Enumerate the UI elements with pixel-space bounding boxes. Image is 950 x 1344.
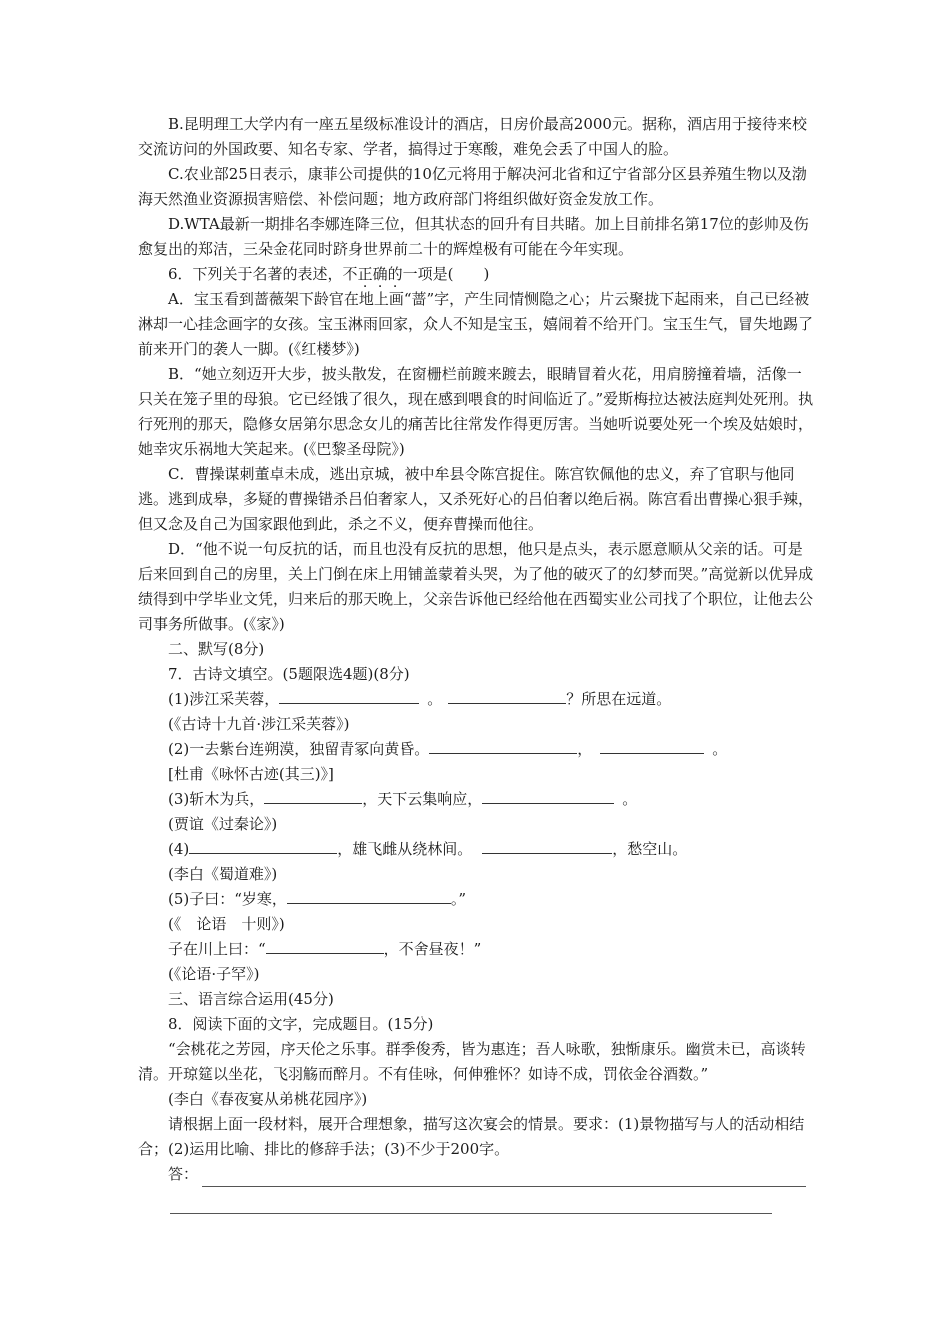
fill-blank[interactable] <box>482 789 614 804</box>
fill-blank[interactable] <box>266 939 384 954</box>
q6-option-d: D．“他不说一句反抗的话，而且也没有反抗的思想，他只是点头，表示愿意顺从父亲的话。可是后来回到自己的房里，关上门倒在床上用铺盖蒙着头哭，为了他的破灭了的幻梦而哭。”高觉新以优异成绩得到中学毕业文凭，归来后的那天晚上，父亲告诉他已经给他在西蜀实业公司找了个职位，让他去公司事务所做事。(《家》) <box>138 540 814 633</box>
emphasis-char: 正 <box>357 265 373 283</box>
q7-source-3: (贾谊《过秦论》) <box>168 815 278 833</box>
q7-source-2: [杜甫《咏怀古迹(其三)》] <box>168 765 334 783</box>
fill-blank[interactable] <box>287 889 451 904</box>
q7-source-1: (《古诗十九首·涉江采芙蓉》) <box>168 715 350 733</box>
q7-line-1: (1)涉江采芙蓉， 。 ？所思在远道。 <box>168 690 672 708</box>
q7-source-5: (《 论语 十则》) <box>168 915 285 933</box>
fill-blank[interactable] <box>482 839 612 854</box>
fill-blank[interactable] <box>189 839 337 854</box>
fill-blank[interactable] <box>264 789 362 804</box>
section-3-heading: 三、语言综合运用(45分) <box>168 990 334 1008</box>
document-body <box>138 112 814 1187</box>
q8-quote: “会桃花之芳园，序天伦之乐事。群季俊秀，皆为惠连；吾人咏歌，独惭康乐。幽赏未已，高谈转清。开琼筵以坐花，飞羽觞而醉月。不有佳咏，何伸雅怀？如诗不成，罚依金谷酒数。” <box>138 1040 806 1083</box>
section-2-heading: 二、默写(8分) <box>168 640 265 658</box>
answer-label: 答： <box>168 1165 199 1183</box>
fill-blank[interactable] <box>448 689 566 704</box>
q7-line-4: (4) ，雄飞雌从绕林间。 ，愁空山。 <box>168 840 688 858</box>
q7-line-2: (2)一去紫台连朔漠，独留青冢向黄昏。 ， 。 <box>168 740 728 758</box>
fill-blank[interactable] <box>429 739 577 754</box>
q7-source-4: (李白《蜀道难》) <box>168 865 278 883</box>
q8-stem: 8．阅读下面的文字，完成题目。(15分) <box>168 1015 434 1033</box>
emphasis-char: 确 <box>372 265 388 283</box>
q5-option-d: D.WTA最新一期排名李娜连降三位，但其状态的回升有目共睹。加上目前排名第17位的彭帅及伤愈复出的郑洁，三朵金花同时跻身世界前二十的辉煌极有可能在今年实现。 <box>138 215 809 258</box>
q8-source: (李白《春夜宴从弟桃花园序》) <box>168 1090 368 1108</box>
q5-option-b: B.昆明理工大学内有一座五星级标准设计的酒店，日房价最高2000元。据称，酒店用于接待来校交流访问的外国政要、知名专家、学者，搞得过于寒酸，难免会丢了中国人的脸。 <box>138 115 807 158</box>
q7-line-5: (5)子曰：“岁寒， 。” <box>168 890 467 908</box>
q7-source-6: (《论语·子罕》) <box>168 965 260 983</box>
answer-line-1[interactable] <box>202 1186 806 1187</box>
q7-stem: 7．古诗文填空。(5题限选4题)(8分) <box>168 665 410 683</box>
fill-blank[interactable] <box>600 739 704 754</box>
q6-option-b: B．“她立刻迈开大步，披头散发，在窗栅栏前踱来踱去，眼睛冒着火花，用肩膀撞着墙，活像一只关在笼子里的母狼。它已经饿了很久，现在感到喂食的时间临近了。”爱斯梅拉达被法庭判处死刑。执行死刑的那天，隐修女居第尔思念女儿的痛苦比往常发作得更厉害。当她听说要处死一个埃及姑娘时，她幸灾乐祸地大笑起来。(《巴黎圣母院》) <box>138 365 814 458</box>
q6-option-c: C．曹操谋刺董卓未成，逃出京城，被中牟县令陈宫捉住。陈宫钦佩他的忠义，弃了官职与他同逃。逃到成皋，多疑的曹操错杀吕伯奢家人，又杀死好心的吕伯奢以绝后祸。陈宫看出曹操心狠手辣，但又念及自己为国家跟他到此，杀之不义，便弃曹操而他往。 <box>138 465 814 533</box>
answer-line-2[interactable] <box>170 1213 772 1214</box>
q6-option-a: A．宝玉看到蔷薇架下龄官在地上画“蔷”字，产生同情恻隐之心；片云聚拢下起雨来，自己已经被淋却一心挂念画字的女孩。宝玉淋雨回家，众人不知是宝玉，嬉闹着不给开门。宝玉生气，冒失地踢了前来开门的袭人一脚。(《红楼梦》) <box>138 290 814 358</box>
q7-line-6: 子在川上曰：“ ，不舍昼夜！” <box>168 940 482 958</box>
q7-line-3: (3)斩木为兵， ，天下云集响应， 。 <box>168 790 638 808</box>
q5-option-c: C.农业部25日表示，康菲公司提供的10亿元将用于解决河北省和辽宁省部分区县养殖生物以及渤海天然渔业资源损害赔偿、补偿问题；地方政府部门将组织做好资金发放工作。 <box>138 165 807 208</box>
fill-blank[interactable] <box>279 689 419 704</box>
q6-stem: 6．下列关于名著的表述，不正确的一项是( ) <box>168 265 490 283</box>
q8-requirement: 请根据上面一段材料，展开合理想象，描写这次宴会的情景。要求：(1)景物描写与人的活动相结合；(2)运用比喻、排比的修辞手法；(3)不少于200字。 <box>138 1115 805 1158</box>
emphasis-char: 不 <box>342 265 358 283</box>
